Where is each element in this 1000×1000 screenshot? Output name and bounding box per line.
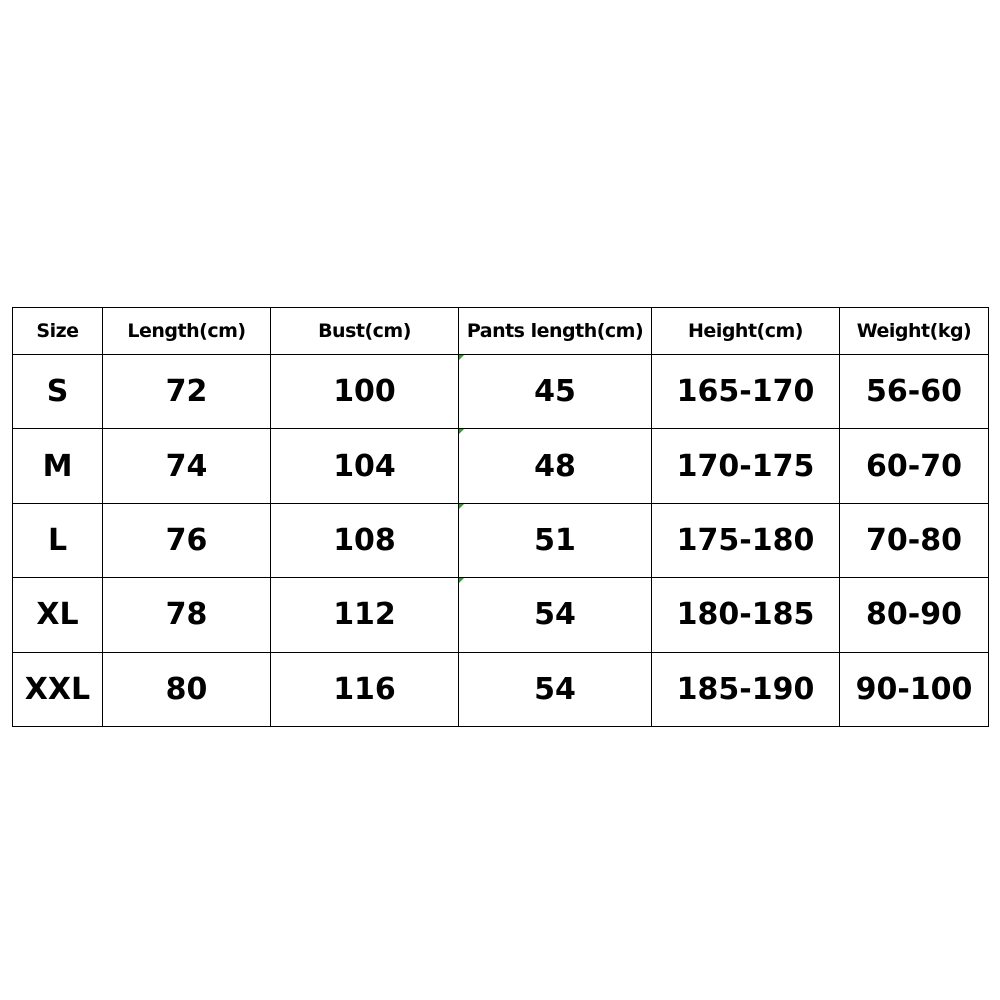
cell-pants-length: 54 [459, 578, 652, 652]
cell-weight: 90-100 [840, 652, 989, 726]
header-size: Size [13, 308, 103, 355]
cell-height: 175-180 [652, 503, 840, 577]
header-row [13, 308, 989, 355]
cell-length: 72 [103, 355, 271, 429]
cell-height: 185-190 [652, 652, 840, 726]
cell-size: L [13, 503, 103, 577]
cell-size: XL [13, 578, 103, 652]
cell-pants-length: 51 [459, 503, 652, 577]
cell-bust: 112 [271, 578, 459, 652]
size-chart-table [12, 307, 989, 727]
cell-length: 78 [103, 578, 271, 652]
table-row [13, 503, 989, 577]
header-length: Length(cm) [103, 308, 271, 355]
cell-weight: 80-90 [840, 578, 989, 652]
cell-pants-length: 45 [459, 355, 652, 429]
cell-weight: 56-60 [840, 355, 989, 429]
cell-bust: 100 [271, 355, 459, 429]
cell-weight: 70-80 [840, 503, 989, 577]
header-pants-length: Pants length(cm) [459, 308, 652, 355]
table-row [13, 429, 989, 503]
cell-bust: 108 [271, 503, 459, 577]
cell-height: 170-175 [652, 429, 840, 503]
cell-height: 180-185 [652, 578, 840, 652]
table-row [13, 578, 989, 652]
cell-size: S [13, 355, 103, 429]
cell-length: 74 [103, 429, 271, 503]
table-header [13, 308, 989, 355]
cell-weight: 60-70 [840, 429, 989, 503]
cell-pants-length: 48 [459, 429, 652, 503]
cell-height: 165-170 [652, 355, 840, 429]
table-body [13, 355, 989, 727]
table-row [13, 355, 989, 429]
header-bust: Bust(cm) [271, 308, 459, 355]
cell-length: 76 [103, 503, 271, 577]
table-row [13, 652, 989, 726]
header-weight: Weight(kg) [840, 308, 989, 355]
cell-bust: 104 [271, 429, 459, 503]
cell-length: 80 [103, 652, 271, 726]
cell-size: XXL [13, 652, 103, 726]
cell-pants-length: 54 [459, 652, 652, 726]
cell-size: M [13, 429, 103, 503]
header-height: Height(cm) [652, 308, 840, 355]
cell-bust: 116 [271, 652, 459, 726]
